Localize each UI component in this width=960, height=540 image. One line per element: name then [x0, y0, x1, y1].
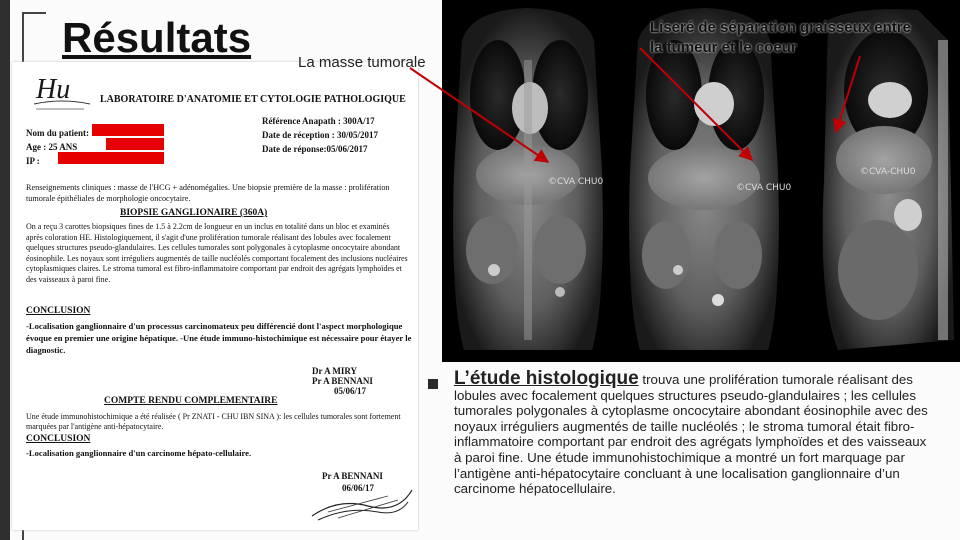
complementary-report-text: Une étude immunohistochimique a été réalisée ( Pr ZNATI - CHU IBN SINA ): les cellules tumorales sont fortement marquées par l'antigène anti-hépatocytaire. [26, 412, 401, 431]
signatory-bennani: Pr A BENNANI [312, 376, 373, 386]
lab-name: LABORATOIRE D'ANATOMIE ET CYTOLOGIE PATHOLOGIQUE [100, 94, 406, 105]
signature-date-1: 05/06/17 [334, 386, 367, 396]
arrow-to-mass-2 [640, 48, 752, 160]
signatory-bennani-2: Pr A BENNANI [322, 471, 383, 481]
conclusion-2-text: -Localisation ganglionnaire d'un carcinome hépato-cellulaire. [26, 448, 252, 458]
label-tumor-mass: La masse tumorale [298, 54, 426, 71]
signature-date-2: 06/06/17 [342, 483, 375, 493]
histology-text: trouva une prolifération tumorale réalisant des lobules avec focalement quelques structures pseudo-glandulaires ; les cellules tumorales polygonales à cytoplasme oncocytaire abondant éosinophile avec des noyaux irréguliers augmentés de taille nucléolés ; le stroma tumoral était fibro-inflammatoire comportant par endroit des agrégats lymphoïdes et des vaisseaux à paroi fine. Une étude immunohistochimique a montré un fort marquage par l’antigène anti-hépatocytaire concluant à une localisation ganglionnaire d’un carcinome hépatocellulaire. [454, 372, 928, 497]
slide-title: Résultats [62, 14, 252, 61]
complementary-report-heading: COMPTE RENDU COMPLEMENTAIRE [104, 396, 278, 406]
histology-lead: L’étude histologique [454, 368, 639, 389]
conclusion-text: -Localisation ganglionnaire d'un processus carcinomateux peu différencié dont l'aspect morphologique évoque en premier une origine hépatique. -Une étude immuno-histochimique est nécessaire pour étayer le diagnostic. [26, 321, 412, 355]
patient-ip-label: IP : [26, 156, 40, 166]
anapath-reference: Référence Anapath : 300A/17 [262, 116, 375, 126]
patient-age: Age : 25 ANS [26, 142, 78, 152]
conclusion-heading: CONCLUSION [26, 306, 91, 316]
ct-watermark-3: ©CVA-CHU0 [860, 167, 916, 177]
signatory-miry: Dr A MIRY [312, 366, 358, 376]
patient-name-label: Nom du patient: [26, 128, 90, 138]
biopsy-title: BIOPSIE GANGLIONAIRE (360A) [120, 208, 268, 218]
lab-logo-text: Hu [36, 74, 71, 105]
arrow-to-mass-1 [410, 68, 548, 162]
response-date: Date de réponse:05/06/2017 [262, 144, 368, 154]
clinical-info: Renseignements cliniques : masse de l'HCG + adénomégalies. Une biopsie première de la masse : prolifération tumorale épithéliales de morphologie oncocytaire. [26, 183, 390, 203]
arrow-to-fat-line [836, 56, 860, 132]
biopsy-description: On a reçu 3 carottes biopsiques fines de 1.5 à 2.2cm de longueur en un inclus en totalité dans un bloc et examinés après coloration HE. Histologiquement, il s'agit d'une prolifération tumorale réalisant des lobules avec focalement quelques structures pseudo-glandulaires. Les cellules tumorales sont polygonales à cytoplasme oncocytaire abondant éosinophile. Les noyaux sont irréguliers augmentés de taille nucléolés comportant focalement des inclusions nucléaires cytoplasmiques claires. Le stroma tumoral est fibro-inflammatoire comportant par endroit des agrégats lymphoïdes et des vaisseaux à paroi fine. [26, 222, 408, 284]
reception-date: Date de réception : 30/05/2017 [262, 130, 378, 140]
conclusion-2-heading: CONCLUSION [26, 434, 91, 444]
label-fat-separation: Liseré de séparation graisseux entre la tumeur et le coeur [650, 19, 911, 56]
ct-watermark-1: ©CVA CHU0 [548, 177, 604, 187]
ct-watermark-2: ©CVA CHU0 [736, 183, 792, 193]
